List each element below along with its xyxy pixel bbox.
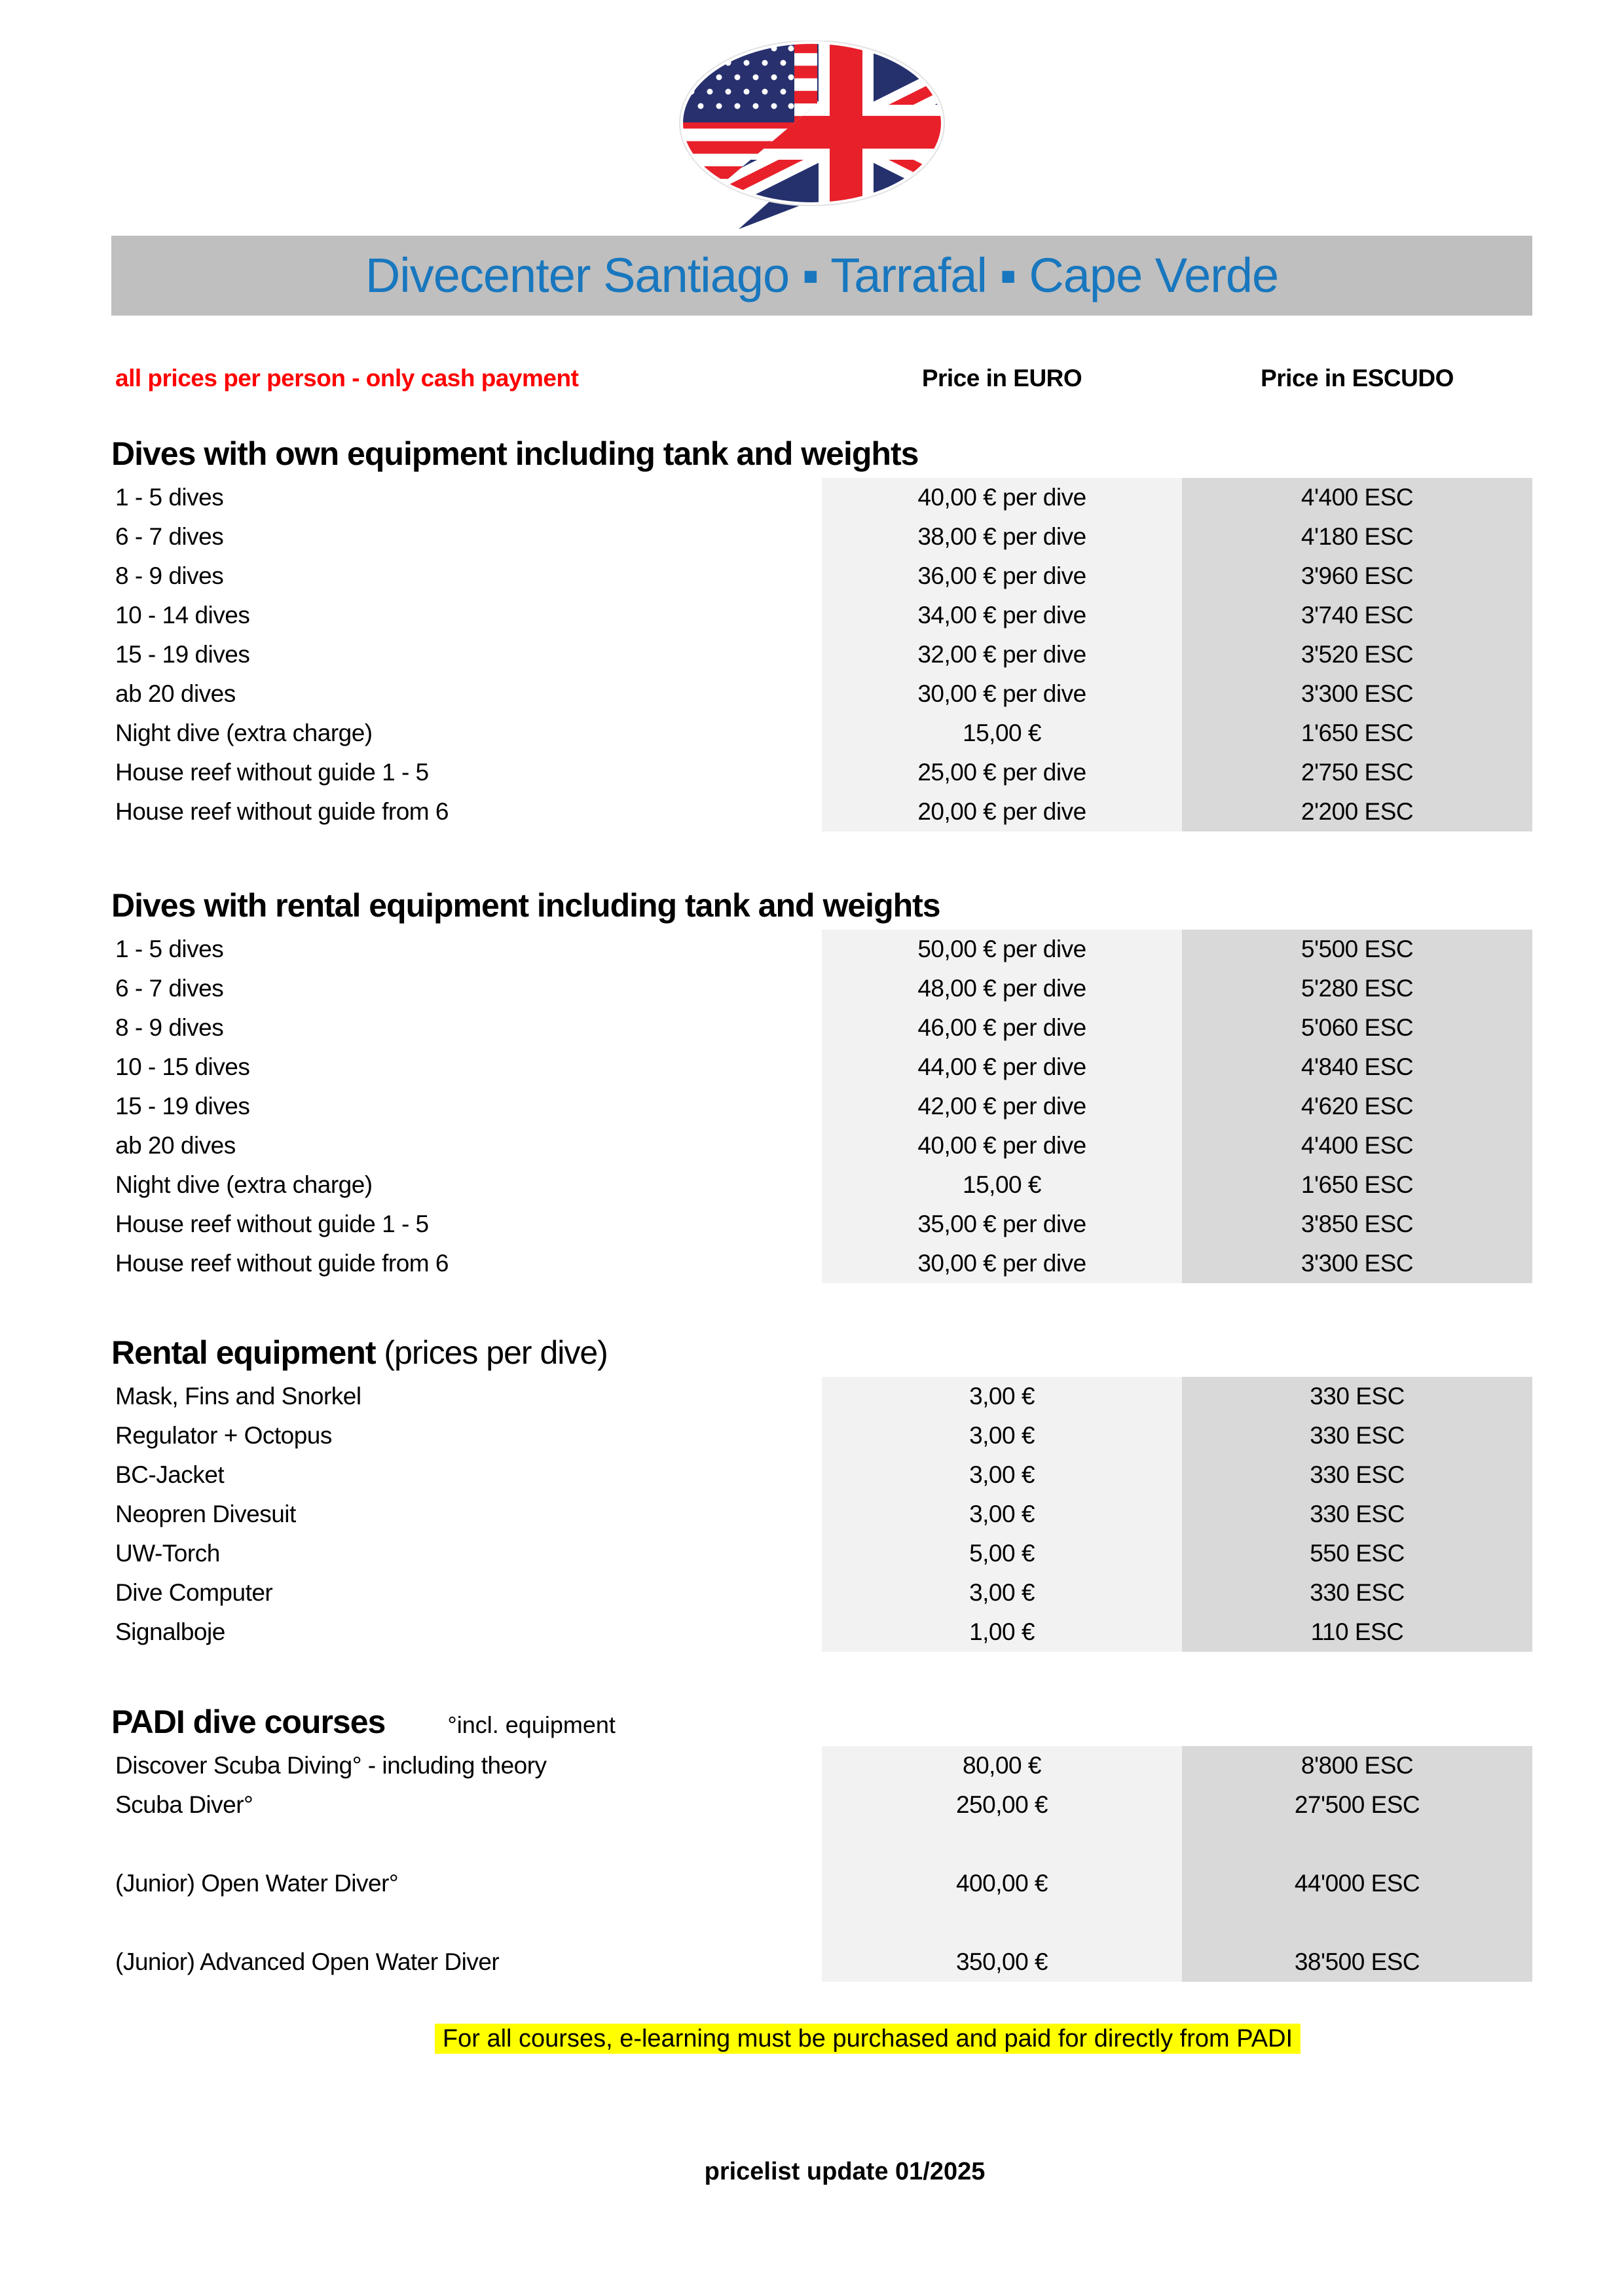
price-euro: 5,00 €: [822, 1534, 1182, 1573]
price-row: [111, 1126, 1532, 1165]
item-label: Discover Scuba Diving° - including theory: [115, 1752, 547, 1779]
item-label: 15 - 19 dives: [115, 1093, 250, 1120]
price-euro: 15,00 €: [822, 714, 1182, 753]
section-title: [111, 437, 1532, 470]
section-title: [111, 1336, 1532, 1369]
item-label: (Junior) Open Water Diver°: [115, 1870, 399, 1897]
section-rows: [111, 1377, 1532, 1652]
item-label: Scuba Diver°: [115, 1791, 253, 1818]
column-header-escudo: Price in ESCUDO: [1261, 365, 1454, 392]
price-escudo: 1'650 ESC: [1182, 1165, 1532, 1205]
price-row: [111, 1008, 1532, 1048]
price-row: [111, 1785, 1532, 1825]
item-label: Mask, Fins and Snorkel: [115, 1383, 361, 1410]
price-section: [111, 1705, 1532, 1982]
price-euro: 48,00 € per dive: [822, 969, 1182, 1008]
price-row: [111, 930, 1532, 969]
price-euro: 400,00 €: [822, 1864, 1182, 1903]
price-euro: 3,00 €: [822, 1377, 1182, 1416]
price-escudo: 44'000 ESC: [1182, 1864, 1532, 1903]
price-euro: 350,00 €: [822, 1942, 1182, 1982]
price-escudo: 8'800 ESC: [1182, 1746, 1532, 1785]
item-label: [111, 1825, 822, 1864]
price-escudo: [1182, 1825, 1532, 1864]
item-label: 6 - 7 dives: [115, 975, 224, 1002]
price-row: [111, 1495, 1532, 1534]
columns-header: [111, 363, 1532, 394]
price-row: [111, 1048, 1532, 1087]
price-escudo: 4'180 ESC: [1182, 517, 1532, 556]
section-title: [111, 889, 1532, 922]
item-label: House reef without guide from 6: [115, 798, 449, 825]
price-euro: 25,00 € per dive: [822, 753, 1182, 792]
price-euro: 250,00 €: [822, 1785, 1182, 1825]
item-label: 15 - 19 dives: [115, 641, 250, 668]
section-title: [111, 1705, 1532, 1738]
price-euro: 40,00 € per dive: [822, 478, 1182, 517]
item-label: Neopren Divesuit: [115, 1501, 296, 1527]
item-label: 10 - 14 dives: [115, 602, 250, 629]
item-label: 1 - 5 dives: [115, 484, 224, 511]
item-label: [111, 1903, 822, 1942]
price-escudo: 110 ESC: [1182, 1613, 1532, 1652]
price-escudo: 1'650 ESC: [1182, 714, 1532, 753]
price-escudo: 550 ESC: [1182, 1534, 1532, 1573]
price-escudo: [1182, 1903, 1532, 1942]
item-label: House reef without guide from 6: [115, 1250, 449, 1277]
price-row: [111, 1416, 1532, 1455]
item-label: UW-Torch: [115, 1540, 220, 1567]
price-euro: 38,00 € per dive: [822, 517, 1182, 556]
price-escudo: 3'520 ESC: [1182, 635, 1532, 674]
price-row: [111, 635, 1532, 674]
item-label: Signalboje: [115, 1618, 225, 1645]
price-row: [111, 1534, 1532, 1573]
price-escudo: 3'960 ESC: [1182, 556, 1532, 596]
section-title-text: PADI dive courses: [111, 1704, 386, 1740]
price-escudo: 3'740 ESC: [1182, 596, 1532, 635]
price-euro: 3,00 €: [822, 1495, 1182, 1534]
price-escudo: 5'060 ESC: [1182, 1008, 1532, 1048]
price-escudo: 330 ESC: [1182, 1573, 1532, 1613]
course-note-wrap: [157, 2024, 1578, 2054]
us-uk-speech-bubble-logo: [674, 41, 950, 232]
item-label: Night dive (extra charge): [115, 720, 373, 746]
price-escudo: 330 ESC: [1182, 1377, 1532, 1416]
price-section: [111, 1336, 1532, 1652]
price-escudo: 4'620 ESC: [1182, 1087, 1532, 1126]
price-euro: 30,00 € per dive: [822, 1244, 1182, 1283]
price-euro: 15,00 €: [822, 1165, 1182, 1205]
item-label: 1 - 5 dives: [115, 936, 224, 962]
price-escudo: 330 ESC: [1182, 1495, 1532, 1534]
price-euro: 42,00 € per dive: [822, 1087, 1182, 1126]
item-label: 8 - 9 dives: [115, 1014, 224, 1041]
logo-wrap: [0, 0, 1624, 232]
section-title-suffix: °incl. equipment: [447, 1711, 616, 1738]
price-row: [111, 1903, 1532, 1942]
price-escudo: 3'300 ESC: [1182, 674, 1532, 714]
pricelist-update-note: pricelist update 01/2025: [704, 2158, 986, 2185]
price-row: [111, 1573, 1532, 1613]
payment-note: all prices per person - only cash payment: [115, 365, 579, 392]
price-escudo: 5'280 ESC: [1182, 969, 1532, 1008]
price-row: [111, 1377, 1532, 1416]
section-title-text: Dives with rental equipment including tank and weights: [111, 887, 940, 924]
price-sections: [111, 437, 1532, 1982]
price-euro: 3,00 €: [822, 1455, 1182, 1495]
price-escudo: 5'500 ESC: [1182, 930, 1532, 969]
price-section: [111, 437, 1532, 831]
item-label: ab 20 dives: [115, 680, 236, 707]
page-title: Divecenter Santiago ▪ Tarrafal ▪ Cape Verde: [365, 248, 1279, 302]
price-row: [111, 969, 1532, 1008]
price-euro: 40,00 € per dive: [822, 1126, 1182, 1165]
price-row: [111, 792, 1532, 831]
price-escudo: 38'500 ESC: [1182, 1942, 1532, 1982]
price-row: [111, 1864, 1532, 1903]
item-label: House reef without guide 1 - 5: [115, 759, 429, 786]
price-euro: 30,00 € per dive: [822, 674, 1182, 714]
price-row: [111, 1942, 1532, 1982]
price-row: [111, 1825, 1532, 1864]
price-row: [111, 517, 1532, 556]
price-section: [111, 889, 1532, 1283]
item-label: 8 - 9 dives: [115, 562, 224, 589]
course-elearning-note: For all courses, e-learning must be purchased and paid for directly from PADI: [435, 2024, 1301, 2054]
item-label: ab 20 dives: [115, 1132, 236, 1159]
price-row: [111, 1613, 1532, 1652]
price-escudo: 2'750 ESC: [1182, 753, 1532, 792]
column-header-euro: Price in EURO: [921, 365, 1082, 392]
price-escudo: 4'840 ESC: [1182, 1048, 1532, 1087]
section-rows: [111, 478, 1532, 831]
item-label: Night dive (extra charge): [115, 1171, 373, 1198]
item-label: BC-Jacket: [115, 1461, 225, 1488]
us-flag-canton: [674, 41, 794, 122]
price-euro: [822, 1825, 1182, 1864]
price-escudo: 2'200 ESC: [1182, 792, 1532, 831]
price-escudo: 3'300 ESC: [1182, 1244, 1532, 1283]
price-row: [111, 753, 1532, 792]
section-title-suffix: (prices per dive): [375, 1334, 608, 1371]
item-label: Regulator + Octopus: [115, 1422, 332, 1449]
price-euro: [822, 1903, 1182, 1942]
price-row: [111, 1165, 1532, 1205]
price-row: [111, 1244, 1532, 1283]
price-euro: 50,00 € per dive: [822, 930, 1182, 969]
price-escudo: 330 ESC: [1182, 1455, 1532, 1495]
price-escudo: 3'850 ESC: [1182, 1205, 1532, 1244]
item-label: (Junior) Advanced Open Water Diver: [115, 1948, 500, 1975]
price-row: [111, 1205, 1532, 1244]
section-rows: [111, 930, 1532, 1283]
price-euro: 32,00 € per dive: [822, 635, 1182, 674]
price-euro: 46,00 € per dive: [822, 1008, 1182, 1048]
item-label: Dive Computer: [115, 1579, 273, 1606]
price-row: [111, 1087, 1532, 1126]
price-row: [111, 674, 1532, 714]
price-row: [111, 596, 1532, 635]
price-row: [111, 1455, 1532, 1495]
price-euro: 80,00 €: [822, 1746, 1182, 1785]
price-row: [111, 714, 1532, 753]
price-euro: 3,00 €: [822, 1573, 1182, 1613]
item-label: 6 - 7 dives: [115, 523, 224, 550]
price-escudo: 330 ESC: [1182, 1416, 1532, 1455]
price-escudo: 4'400 ESC: [1182, 1126, 1532, 1165]
price-row: [111, 1746, 1532, 1785]
section-rows: [111, 1746, 1532, 1982]
item-label: 10 - 15 dives: [115, 1053, 250, 1080]
item-label: House reef without guide 1 - 5: [115, 1211, 429, 1237]
content: [111, 236, 1532, 2186]
price-euro: 20,00 € per dive: [822, 792, 1182, 831]
section-title-text: Dives with own equipment including tank and weights: [111, 435, 919, 472]
price-escudo: 27'500 ESC: [1182, 1785, 1532, 1825]
section-title-text: Rental equipment: [111, 1334, 376, 1371]
price-row: [111, 556, 1532, 596]
price-euro: 3,00 €: [822, 1416, 1182, 1455]
title-bar: [111, 236, 1532, 316]
price-euro: 1,00 €: [822, 1613, 1182, 1652]
price-euro: 34,00 € per dive: [822, 596, 1182, 635]
price-euro: 36,00 € per dive: [822, 556, 1182, 596]
price-escudo: 4'400 ESC: [1182, 478, 1532, 517]
price-euro: 44,00 € per dive: [822, 1048, 1182, 1087]
price-euro: 35,00 € per dive: [822, 1205, 1182, 1244]
price-row: [111, 478, 1532, 517]
